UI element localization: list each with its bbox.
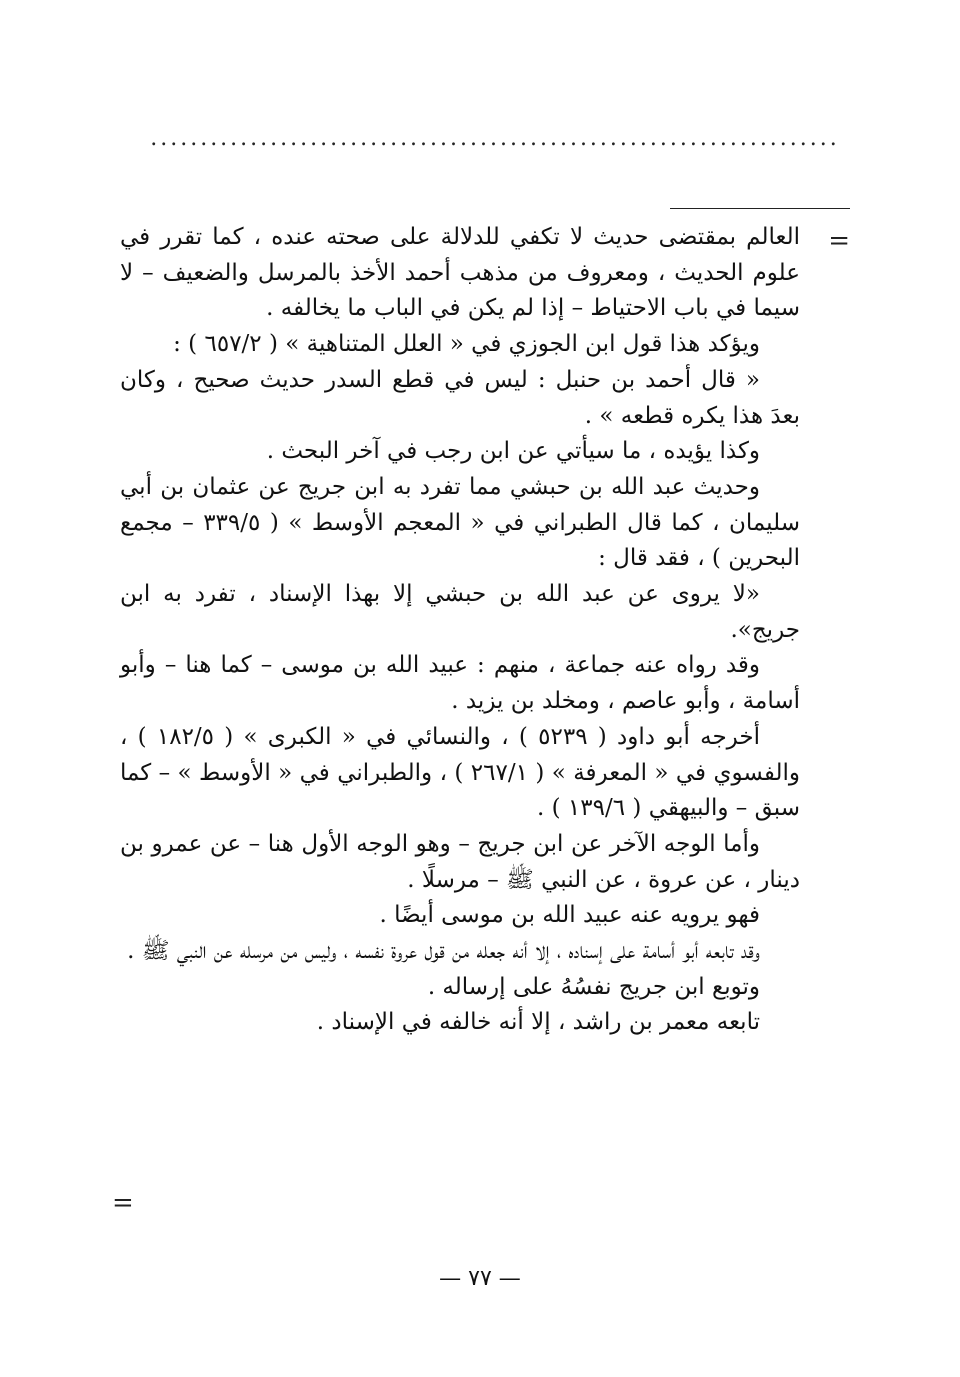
footnote-text — [120, 220, 800, 1041]
paragraph: وتوبع ابن جريج نفسُهُ على إرساله . — [427, 973, 760, 1000]
paragraph: وأما الوجه الآخر عن ابن جريج – وهو الوجه الأول هنا – عن عمرو بن دينار ، عن عروة ، عن النبي ﷺ – مرسلًا . — [120, 830, 800, 893]
page-number: — ٧٧ — — [439, 1266, 521, 1291]
paragraph: العالم بمقتضى حديث لا تكفي للدلالة على صحته عنده ، كما تقرر في علوم الحديث ، ومعروف من مذهب أحمد الأخذ بالمرسل والضعيف – لا سيما في باب الاحتياط – إذا لم يكن في الباب ما يخالفه . — [120, 224, 800, 322]
continuation-mark-top: = — [828, 226, 850, 256]
quote-paragraph: « قال أحمد بن حنبل : ليس في قطع السدر حديث صحيح ، وكان بعدَ هذا يكره قطعه » . — [120, 366, 800, 429]
paragraph: وكذا يؤيده ، ما سيأتي عن ابن رجب في آخر البحث . — [266, 438, 760, 465]
paragraph: فهو يرويه عنه عبيد الله بن موسى أيضًا . — [379, 902, 760, 929]
quote-paragraph: «لا يروى عن عبد الله بن حبشي إلا بهذا الإسناد ، تفرد به ابن جريج». — [120, 581, 800, 643]
paragraph: تابعه معمر بن راشد ، إلا أنه خالفه في الإسناد . — [316, 1009, 760, 1036]
paragraph: ويؤكد هذا قول ابن الجوزي في « العلل المتناهية » ( ٦٥٧/٢ ) : — [173, 331, 760, 358]
paragraph: وقد رواه عنه جماعة ، منهم : عبيد الله بن موسى – كما هنا – وأبو أسامة ، وأبو عاصم ، ومخلد بن يزيد . — [120, 652, 800, 715]
paragraph: وحديث عبد الله بن حبشي مما تفرد به ابن جريج عن عثمان بن أبي سليمان ، كما قال الطبراني في « المعجم الأوسط » ( ٣٣٩/٥ – مجمع البحرين ) ، فقد قال : — [120, 473, 801, 572]
dotted-separator: ..................................................................... — [150, 126, 840, 151]
footnote-rule — [670, 208, 850, 209]
continuation-mark-bottom: = — [112, 1188, 134, 1218]
paragraph: وقد تابعه أبو أسامة على إسناده ، إلا أنه جعله من قول عروة نفسه ، وليس من مرسله عن النبي ﷺ . — [127, 938, 760, 965]
citation-paragraph: أخرجه أبو داود ( ٥٢٣٩ ) ، والنسائي في « الكبرى » ( ١٨٢/٥ ) ، والفسوي في « المعرفة » ( ٢٦٧/١ ) ، والطبراني في « الأوسط » – كما سبق – والبيهقي ( ١٣٩/٦ ) . — [120, 723, 800, 822]
